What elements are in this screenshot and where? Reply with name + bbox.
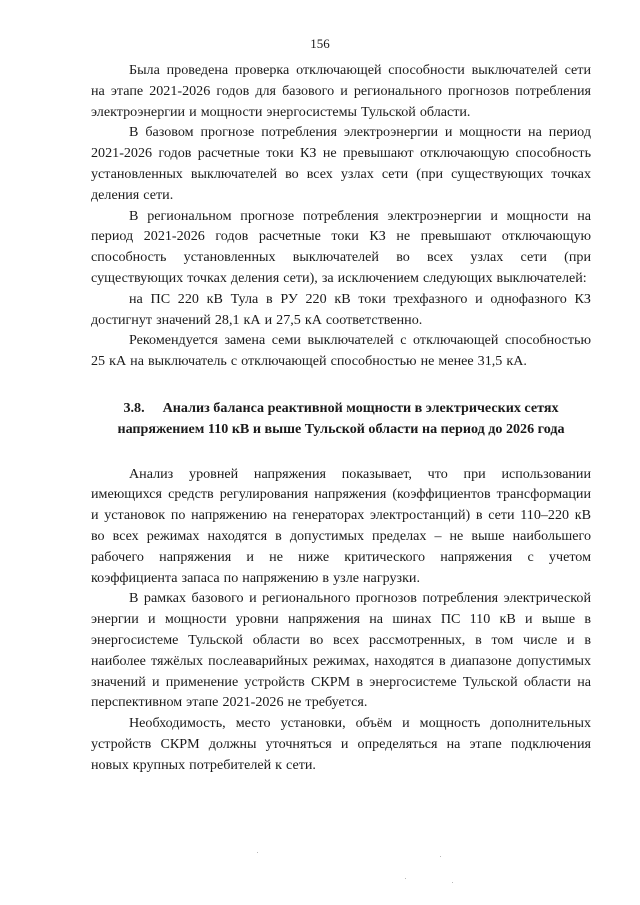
scan-speck	[405, 878, 406, 879]
page-body	[91, 60, 591, 776]
section-title-line2: напряжением 110 кВ и выше Тульской области на период до 2026 года	[117, 420, 565, 437]
paragraph-recommendation: Рекомендуется замена семи выключателей с отключающей способностью 25 кА на выключатель с отключающей способностью не менее 31,5 кА.	[91, 332, 591, 370]
paragraph-voltage-analysis: Анализ уровней напряжения показывает, что при использовании имеющихся средств регулирования напряжения (коэффициентов трансформации и установок по напряжению на генераторах электростанций) в сети 110–220 кВ во всех режимах находятся в допустимых пределах – не выше наибольшего рабочего напряжения и не ниже критического напряжения с учетом коэффициента запаса по напряжению в узле нагрузки.	[91, 465, 591, 586]
paragraph-breaker-check: Была проведена проверка отключающей способности выключателей сети на этапе 2021-2026 годов для базового и регионального прогнозов потребления электроэнергии и мощности энергосистемы Тульской области.	[91, 62, 591, 120]
paragraph-regional-forecast: В региональном прогнозе потребления электроэнергии и мощности на период 2021-2026 годов расчетные токи КЗ не превышают отключающую способность установленных выключателей во всех узлах сети (при существующих точках деления сети), за исключением следующих выключателей:	[91, 207, 591, 286]
section-title-line1: Анализ баланса реактивной мощности в электрических сетях	[162, 399, 559, 416]
scan-speck	[440, 856, 441, 857]
scan-speck	[257, 852, 258, 853]
section-heading	[91, 398, 591, 440]
paragraph-tula-substation: на ПС 220 кВ Тула в РУ 220 кВ токи трехфазного и однофазного КЗ достигнут значений 28,1 кА и 27,5 кА соответственно.	[91, 290, 591, 328]
section-number: 3.8.	[123, 399, 145, 416]
paragraph-forecast-voltage-levels: В рамках базового и регионального прогнозов потребления электрической энергии и мощности уровни напряжения на шинах ПС 110 кВ и выше в энергосистеме Тульской области во всех рассмотренных, в том числе и в наиболее тяжёлых послеаварийных режимах, находятся в диапазоне допустимых значений и применение устройств СКРМ в энергосистеме Тульской области на перспективном этапе 2021-2026 не требуется.	[91, 590, 591, 711]
paragraph-base-forecast: В базовом прогнозе потребления электроэнергии и мощности на период 2021-2026 годов расчетные токи КЗ не превышают отключающую способность установленных выключателей во всех узлах сети (при существующих точках деления сети.	[91, 124, 591, 203]
paragraph-skrm-requirements: Необходимость, место установки, объём и мощность дополнительных устройств СКРМ должны уточняться и определяться на этапе подключения новых крупных потребителей к сети.	[91, 715, 591, 773]
scan-speck	[452, 882, 453, 883]
page-number: 156	[310, 36, 330, 51]
